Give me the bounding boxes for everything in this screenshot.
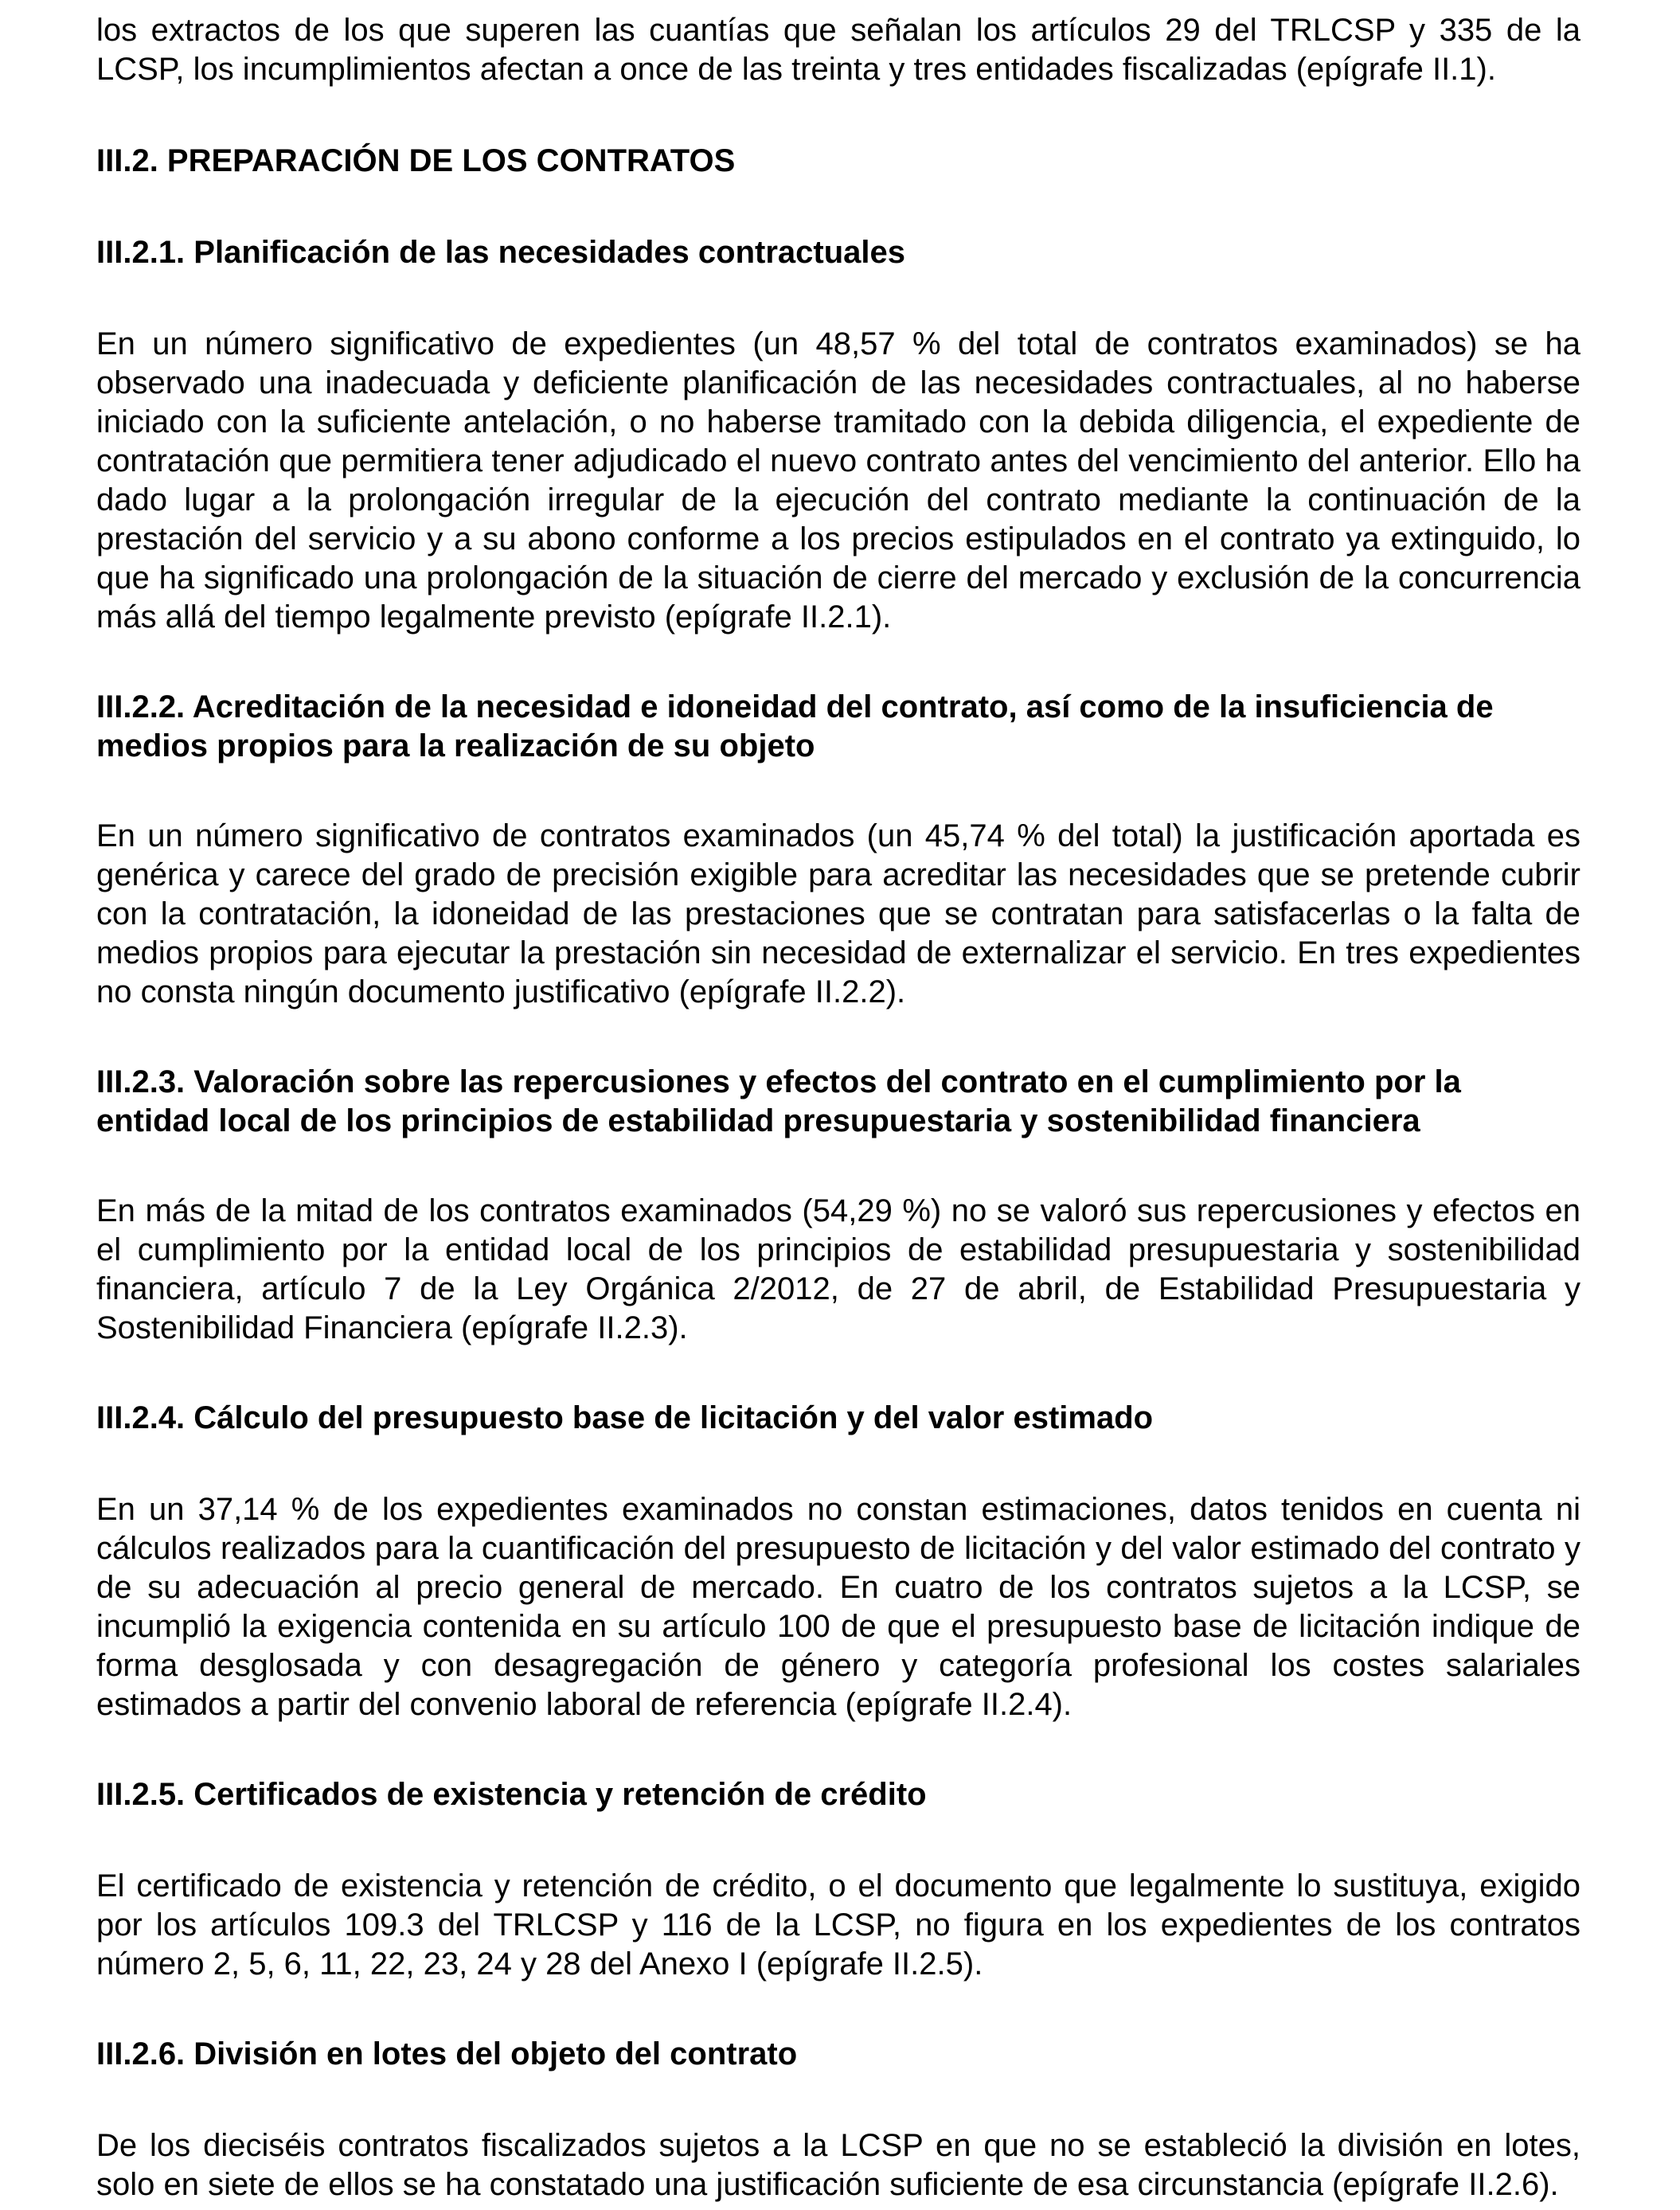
subsection-heading-6: III.2.6. División en lotes del objeto del contrato xyxy=(96,2036,798,2071)
spacer xyxy=(96,1814,1580,1867)
subsection-heading-5: III.2.5. Certificados de existencia y retención de crédito xyxy=(96,1777,927,1812)
subsection-paragraph-2: En un número significativo de contratos examinados (un 45,74 % del total) la justificación aportada es genérica y carece del grado de precisión exigible para acreditar las necesidades que se pretende cubrir con la contratación, la idoneidad de las prestaciones que se contratan para satisfacerlas o la falta de medios propios para ejecutar la prestación sin necesidad de externalizar el servicio. En tres expedientes no consta ningún documento justificativo (epígrafe II.2.2). xyxy=(96,818,1580,1009)
spacer xyxy=(96,637,1580,688)
subsection-paragraph-5: El certificado de existencia y retención de crédito, o el documento que legalmente lo sustituya, exigido por los artículos 109.3 del TRLCSP y 116 de la LCSP, no figura en los expedientes de los contratos número 2, 5, 6, 11, 22, 23, 24 y 28 del Anexo I (epígrafe II.2.5). xyxy=(96,1868,1580,1982)
spacer xyxy=(96,89,1580,142)
spacer xyxy=(96,1348,1580,1399)
subsection-paragraph-4: En un 37,14 % de los expedientes examinados no constan estimaciones, datos tenidos en cuenta ni cálculos realizados para la cuantificación del presupuesto de licitación y del valor estimado del contrato y de su adecuación al precio general de mercado. En cuatro de los contratos sujetos a la LCSP, se incumplió la exigencia contenida en su artículo 100 de que el presupuesto base de licitación indique de forma desglosada y con desagregación de género y categoría profesional los costes salariales estimados a partir del convenio laboral de referencia (epígrafe II.2.4). xyxy=(96,1492,1580,1722)
spacer xyxy=(96,181,1580,233)
intro-paragraph: los extractos de los que superen las cuantías que señalan los artículos 29 del TRLCSP y 335 de la LCSP, los incumplimientos afectan a once de las treinta y tres entidades fiscalizadas (epígrafe II.1). xyxy=(96,13,1580,87)
spacer xyxy=(96,1438,1580,1490)
spacer xyxy=(96,1141,1580,1192)
subsection-heading-1: III.2.1. Planificación de las necesidades contractuales xyxy=(96,235,905,270)
subsection-paragraph-6: De los dieciséis contratos fiscalizados sujetos a la LCSP en que no se estableció la división en lotes, solo en siete de ellos se ha constatado una justificación suficiente de esa circunstancia (epígrafe II.2.6). xyxy=(96,2128,1580,2202)
document-page xyxy=(96,11,1580,2204)
subsection-paragraph-1: En un número significativo de expedientes (un 48,57 % del total de contratos examinados) se ha observado una inadecuada y deficiente planificación de las necesidades contractuales, al no haberse iniciado con la suficiente antelación, o no haberse tramitado con la debida diligencia, el expediente de contratación que permitiera tener adjudicado el nuevo contrato antes del vencimiento del anterior. Ello ha dado lugar a la prolongación irregular de la ejecución del contrato mediante la continuación de la prestación del servicio y a su abono conforme a los precios estipulados en el contrato ya extinguido, lo que ha significado una prolongación de la situación de cierre del mercado y exclusión de la concurrencia más allá del tiempo legalmente previsto (epígrafe II.2.1). xyxy=(96,326,1580,634)
spacer xyxy=(96,2074,1580,2126)
section-title: III.2. PREPARACIÓN DE LOS CONTRATOS xyxy=(96,143,736,178)
spacer xyxy=(96,1012,1580,1063)
spacer xyxy=(96,1984,1580,2035)
spacer xyxy=(96,1724,1580,1775)
subsection-heading-2: III.2.2. Acreditación de la necesidad e idoneidad del contrato, así como de la insuficiencia de medios propios para la realización de su objeto xyxy=(96,689,1494,763)
spacer xyxy=(96,766,1580,817)
spacer xyxy=(96,272,1580,325)
subsection-heading-4: III.2.4. Cálculo del presupuesto base de licitación y del valor estimado xyxy=(96,1400,1154,1435)
subsection-heading-3: III.2.3. Valoración sobre las repercusiones y efectos del contrato en el cumplimiento por la entidad local de los principios de estabilidad presupuestaria y sostenibilidad financiera xyxy=(96,1064,1461,1138)
subsection-paragraph-3: En más de la mitad de los contratos examinados (54,29 %) no se valoró sus repercusiones y efectos en el cumplimiento por la entidad local de los principios de estabilidad presupuestaria y sostenibilidad financiera, artículo 7 de la Ley Orgánica 2/2012, de 27 de abril, de Estabilidad Presupuestaria y Sostenibilidad Financiera (epígrafe II.2.3). xyxy=(96,1193,1580,1345)
